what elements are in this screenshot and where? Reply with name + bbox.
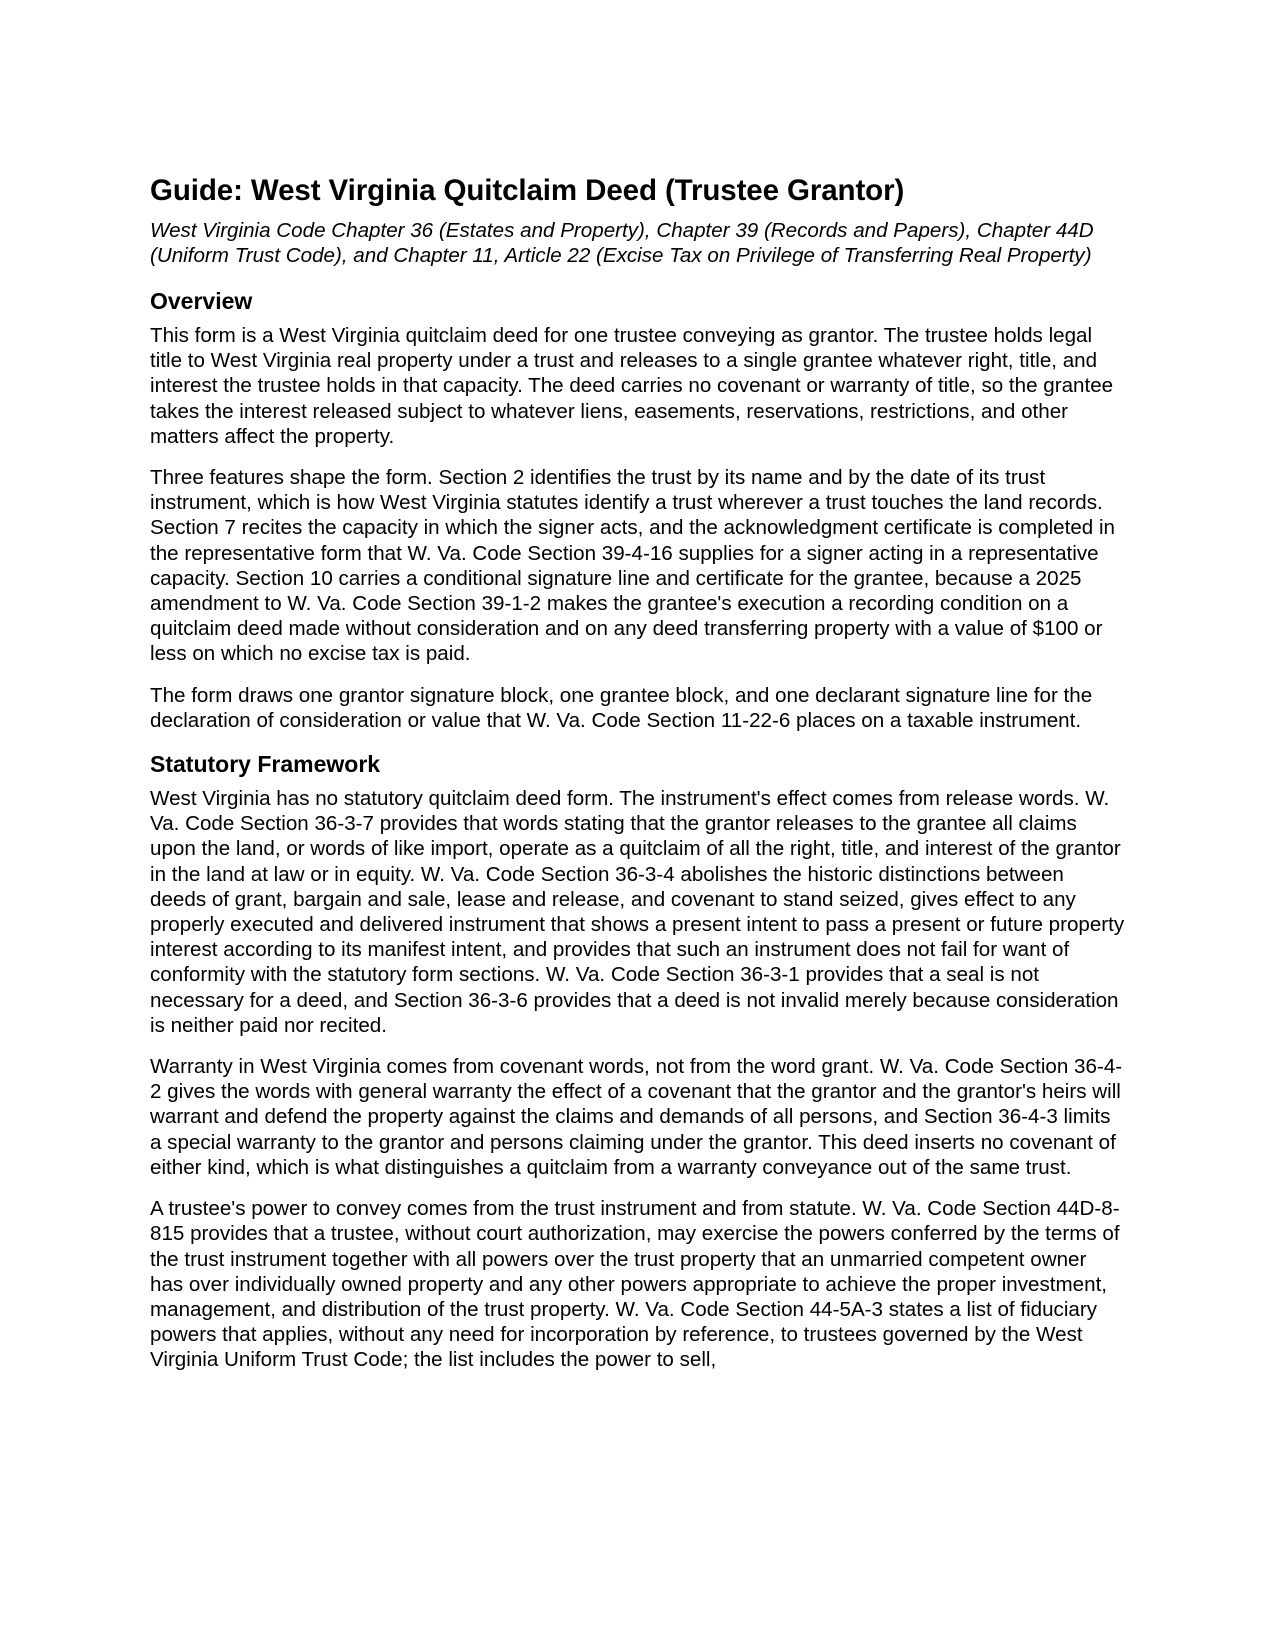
section-statutory-framework [150, 749, 1125, 1372]
section-overview [150, 286, 1125, 733]
paragraph: Three features shape the form. Section 2 identifies the trust by its name and by the date of its trust instrument, which is how West Virginia statutes identify a trust wherever a trust touches the land records. Section 7 recites the capacity in which the signer acts, and the acknowledgment certificate is completed in the representative form that W. Va. Code Section 39-4-16 supplies for a signer acting in a representative capacity. Section 10 carries a conditional signature line and certificate for the grantee, because a 2025 amendment to W. Va. Code Section 39-1-2 makes the grantee's execution a recording condition on a quitclaim deed made without consideration and on any deed transferring property with a value of $100 or less on which no excise tax is paid. [150, 466, 1115, 666]
paragraph: West Virginia has no statutory quitclaim deed form. The instrument's effect comes from release words. W. Va. Code Section 36-3-7 provides that words stating that the grantor releases to the grantee all claims upon the land, or words of like import, operate as a quitclaim of all the right, title, and interest of the grantor in the land at law or in equity. W. Va. Code Section 36-3-4 abolishes the historic distinctions between deeds of grant, bargain and sale, lease and release, and covenant to stand seized, gives effect to any properly executed and delivered instrument that shows a present intent to pass a present or future property interest according to its manifest intent, and provides that such an instrument does not fail for want of conformity with the statutory form sections. W. Va. Code Section 36-3-1 provides that a seal is not necessary for a deed, and Section 36-3-6 provides that a deed is not invalid merely because consideration is neither paid nor recited. [150, 787, 1125, 1037]
paragraph: Warranty in West Virginia comes from covenant words, not from the word grant. W. Va. Code Section 36-4-2 gives the words with general warranty the effect of a covenant that the grantor and the grantor's heirs will warrant and defend the property against the claims and demands of all persons, and Section 36-4-3 limits a special warranty to the grantor and persons claiming under the grantor. This deed inserts no covenant of either kind, which is what distinguishes a quitclaim from a warranty conveyance out of the same trust. [150, 1055, 1123, 1179]
section-heading: Statutory Framework [150, 751, 381, 778]
paragraph: A trustee's power to convey comes from the trust instrument and from statute. W. Va. Code Section 44D-8-815 provides that a trustee, without court authorization, may exercise the powers conferred by the terms of the trust instrument together with all powers over the trust property that an unmarried competent owner has over individually owned property and any other powers appropriate to achieve the proper investment, management, and distribution of the trust property. W. Va. Code Section 44-5A-3 states a list of fiduciary powers that applies, without any need for incorporation by reference, to trustees governed by the West Virginia Uniform Trust Code; the list includes the power to sell, [150, 1197, 1120, 1372]
document-subtitle: West Virginia Code Chapter 36 (Estates and Property), Chapter 39 (Records and Papers), Chapter 44D (Uniform Trust Code), and Chapter 11, Article 22 (Excise Tax on Privilege of Transferring Real Property) [150, 219, 1094, 267]
section-heading: Overview [150, 288, 253, 314]
document-title: Guide: West Virginia Quitclaim Deed (Trustee Grantor) [150, 174, 905, 207]
paragraph: The form draws one grantor signature block, one grantee block, and one declarant signature line for the declaration of consideration or value that W. Va. Code Section 11-22-6 places on a taxable instrument. [150, 683, 1093, 732]
paragraph: This form is a West Virginia quitclaim deed for one trustee conveying as grantor. The trustee holds legal title to West Virginia real property under a trust and releases to a single grantee whatever right, title, and interest the trustee holds in that capacity. The deed carries no covenant or warranty of title, so the grantee takes the interest released subject to whatever liens, easements, reservations, restrictions, and other matters affect the property. [150, 324, 1114, 448]
